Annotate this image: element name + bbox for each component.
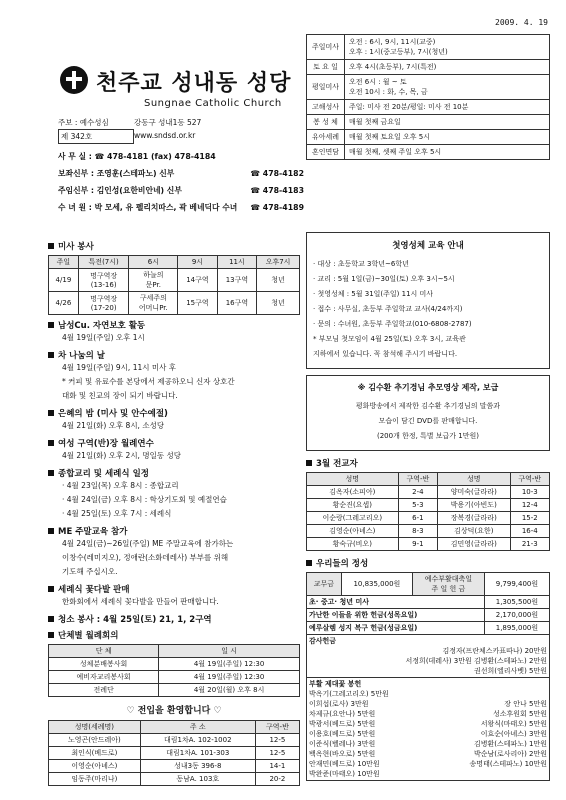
issue-number: 제 342호 xyxy=(58,129,134,144)
info-value: 오전 6시 : 월 ~ 토 오전 10시 : 화, 수, 목, 금 xyxy=(345,75,550,100)
address: 강동구 성내1동 527 xyxy=(134,118,202,127)
evangel-row xyxy=(307,486,550,499)
evangel-header: 성명 xyxy=(438,473,510,486)
mass-cell: 16구역 xyxy=(217,292,256,315)
evangel-row xyxy=(307,538,550,551)
section-heading xyxy=(48,583,300,595)
offering-key: 교무금 xyxy=(307,573,342,596)
offering-value: 9,799,400원 xyxy=(484,573,549,596)
evangel-row xyxy=(307,512,550,525)
evangel-cell: 5-3 xyxy=(398,499,437,512)
bullet-square-icon xyxy=(48,440,54,446)
memorial-line: (200개 한정, 특별 보급가 1만원) xyxy=(376,432,480,440)
welcome-cell: 노영곤(안드레아) xyxy=(49,734,141,747)
section-line: * 커피 및 유료수를 본당에서 제공하오니 신자 상호간 xyxy=(62,377,235,386)
section-body xyxy=(48,537,300,579)
bullet-square-icon xyxy=(48,586,54,592)
easter-donor: 박광서(베드로) 5만원 xyxy=(309,720,376,728)
easter-donor: 이희섭(로사) 3만원 xyxy=(309,700,369,708)
easter-line xyxy=(309,709,547,719)
easter-cell xyxy=(307,678,550,781)
bullet-square-icon xyxy=(48,470,54,476)
communion-line: · 대상 : 초등학교 3학년~6학년 xyxy=(313,260,409,268)
communion-line: · 교리 : 5월 1일(금)~30일(토) 오후 3시~5시 xyxy=(313,275,455,283)
easter-line xyxy=(309,749,547,759)
welcome-cell: 이영순(아녜스) xyxy=(49,760,141,773)
section-line: 4월 21일(화) 오후 8시, 소성당 xyxy=(62,421,165,430)
offering-key: 초· 중고· 청년 미사 xyxy=(307,596,485,609)
meetings-row xyxy=(49,684,300,697)
section-title: 종합교리 및 세례식 일정 xyxy=(58,469,149,479)
info-key: 혼인면담 xyxy=(307,145,345,160)
info-row xyxy=(307,100,550,115)
communion-line: · 문의 : 수녀원, 초등부 주일학교(010-6808-2787) xyxy=(313,320,472,328)
easter-label: 부활 제대꽃 봉헌 xyxy=(309,680,362,688)
mass-header: 오후7시 xyxy=(257,256,300,269)
mass-row xyxy=(49,292,300,315)
thanks-line: 서정희(데레사) 3만원 김병환(스테파노) 2만원 xyxy=(405,657,547,665)
offering-row xyxy=(307,596,550,609)
evangel-header: 구역-반 xyxy=(510,473,549,486)
evangel-cell: 21-3 xyxy=(510,538,549,551)
info-value: 매월 첫째 토요일 오후 5시 xyxy=(345,130,550,145)
evangel-row xyxy=(307,499,550,512)
meetings-cell: 4월 19일(주일) 12:30 xyxy=(159,658,300,671)
evangel-cell: 장복경(글라라) xyxy=(438,512,510,525)
easter-donor: 차제규(요안나) 5만원 xyxy=(309,710,376,718)
section-line: 4월 24일(금)~26일(주일) ME 주말교육에 참가하는 xyxy=(62,539,234,548)
info-key: 주일미사 xyxy=(307,35,345,60)
mass-header: 6시 xyxy=(129,256,178,269)
easter-donor: 이용호(베드로) 5만원 xyxy=(309,730,376,738)
welcome-cell: 대림1차A. 101-303 xyxy=(140,747,255,760)
evangel-header: 성명 xyxy=(307,473,399,486)
evangel-cell: 김옥자(소피아) xyxy=(307,486,399,499)
contact-row: 주임신부 : 김인성(요한비안네) 신부 ☎ 478-4183 xyxy=(58,186,304,195)
section-heading: 우리들의 정성 xyxy=(306,557,550,569)
section-line: 4월 19일(주일) 9시, 11시 미사 후 xyxy=(62,363,176,372)
easter-donor: 박순남(로사리아) 2만원 xyxy=(474,750,547,758)
section-body xyxy=(48,449,300,463)
welcome-header: 구역-반 xyxy=(255,721,299,734)
section-heading xyxy=(48,629,300,641)
info-row xyxy=(307,115,550,130)
mass-cell: 15구역 xyxy=(178,292,217,315)
left-column xyxy=(48,236,300,786)
section-heading: 미사 봉사 xyxy=(48,240,300,252)
offering-key: 가난한 이들을 위한 헌금(성목요일) xyxy=(307,609,485,622)
meetings-header-row xyxy=(49,645,300,658)
section-title: 남성Cu. 자연보호 활동 xyxy=(58,321,146,331)
meetings-table xyxy=(48,644,300,697)
evangel-cell: 김민영(글라라) xyxy=(438,538,510,551)
evangel-cell: 9-1 xyxy=(398,538,437,551)
bullet-square-icon xyxy=(48,410,54,416)
info-row xyxy=(307,130,550,145)
bullet-square-icon xyxy=(48,632,54,638)
mass-header: 11시 xyxy=(217,256,256,269)
easter-line xyxy=(309,729,547,739)
easter-donor: 안재민(베드로) 10만원 xyxy=(309,760,380,768)
welcome-row xyxy=(49,760,300,773)
section-heading xyxy=(48,349,300,361)
offering-key: 예수부활대축일 주 일 헌 금 xyxy=(412,573,484,596)
meetings-cell: 4월 19일(주일) 12:30 xyxy=(159,671,300,684)
communion-title: 첫영성체 교육 안내 xyxy=(392,241,464,251)
info-row xyxy=(307,75,550,100)
info-row xyxy=(307,35,550,60)
thanks-line: 김정자(프란체스카표따나) 20만원 xyxy=(442,647,547,655)
section-line: 한화회에서 세례식 꽃다발을 만들어 판매합니다. xyxy=(62,597,219,606)
easter-line xyxy=(309,689,547,699)
offering-row xyxy=(307,609,550,622)
communion-line: · 접수 : 사무실, 초등부 주일학교 교사(4/24까지) xyxy=(313,305,463,313)
evangel-cell: 이순랑(그레고리오) xyxy=(307,512,399,525)
easter-donor: 이준식(벨레나) 3만원 xyxy=(309,740,376,748)
cross-logo-icon xyxy=(60,66,88,94)
easter-donor: 장 안나 5만원 xyxy=(504,700,547,708)
welcome-cell: 12-5 xyxy=(255,734,299,747)
welcome-row xyxy=(49,734,300,747)
section-title: 세례식 꽃다발 판매 xyxy=(58,585,130,595)
welcome-title: ♡ 전입을 환영합니다 ♡ xyxy=(126,706,222,716)
easter-donor: 송명태(스테파노) 10만원 xyxy=(469,760,547,768)
mass-cell: 14구역 xyxy=(178,269,217,292)
section-heading xyxy=(48,467,300,479)
section-line: 4월 19일(주일) 오후 1시 xyxy=(62,333,145,342)
patron-label: 주보 : 예수성심 xyxy=(58,118,109,127)
info-value: 오후 4시(초등부), 7시(특전) xyxy=(345,60,550,75)
section-title: ME 주말교육 참가 xyxy=(58,527,128,537)
mass-header-row xyxy=(49,256,300,269)
offering-value: 1,895,000원 xyxy=(484,622,549,635)
mass-header: 특전(7시) xyxy=(78,256,129,269)
section-line: 기도해 주십시오. xyxy=(62,567,118,576)
welcome-cell: 20-2 xyxy=(255,773,299,786)
section-heading xyxy=(48,437,300,449)
mass-cell: 명구역장 (13-16) xyxy=(78,269,129,292)
section-line: · 4월 25일(토) 오후 7시 : 세례식 xyxy=(62,509,172,518)
section-heading xyxy=(48,613,300,625)
info-row xyxy=(307,145,550,160)
easter-line xyxy=(309,769,547,779)
evangel-cell: 8-3 xyxy=(398,525,437,538)
mass-cell: 4/26 xyxy=(49,292,79,315)
easter-line xyxy=(309,759,547,769)
contacts xyxy=(58,148,304,216)
section-title: 은혜의 밤 (미사 및 안수예절) xyxy=(58,409,168,419)
communion-line: · 첫영성체 : 5월 31일(주일) 11시 미사 xyxy=(313,290,434,298)
evangel-header-row xyxy=(307,473,550,486)
welcome-cell: 임동주(마리나) xyxy=(49,773,141,786)
meetings-cell: 4월 20일(월) 오후 8시 xyxy=(159,684,300,697)
mass-table xyxy=(48,255,300,315)
easter-donor: 성소후원회 5만원 xyxy=(492,710,547,718)
info-value: 오전 : 6시, 9시, 11시(교중) 오후 : 1시(중고등부), 7시(청년) xyxy=(345,35,550,60)
mass-header: 9시 xyxy=(178,256,217,269)
offering-row xyxy=(307,635,550,678)
offering-row xyxy=(307,622,550,635)
info-value: 매월 첫째 금요일 xyxy=(345,115,550,130)
evangel-table xyxy=(306,472,550,551)
evangel-cell: 15-2 xyxy=(510,512,549,525)
section-title: 단체별 월례회의 xyxy=(58,631,119,641)
meetings-row xyxy=(49,671,300,684)
offering-value: 10,835,000원 xyxy=(341,573,412,596)
bullet-square-icon xyxy=(48,528,54,534)
notice-sections xyxy=(48,319,300,641)
welcome-row xyxy=(49,773,300,786)
welcome-header: 성명(세례명) xyxy=(49,721,141,734)
thanks-cell xyxy=(307,635,550,678)
evangel-cell: 김상덕(요한) xyxy=(438,525,510,538)
evangel-cell: 6-1 xyxy=(398,512,437,525)
evangel-cell: 12-4 xyxy=(510,499,549,512)
contact-row: 사 무 실 : ☎ 478-4181 (fax) 478-4184 xyxy=(58,152,216,161)
header-meta xyxy=(58,116,298,144)
section-title: 여성 구역(반)장 월례연수 xyxy=(58,439,154,449)
evangel-cell: 박용기(아빈도) xyxy=(438,499,510,512)
mass-row xyxy=(49,269,300,292)
section-body xyxy=(48,479,300,521)
info-value: 주일: 미사 전 20분/평일: 미사 전 10분 xyxy=(345,100,550,115)
meetings-row xyxy=(49,658,300,671)
evangel-cell: 양미숙(글라라) xyxy=(438,486,510,499)
thanks-line: 권선희(엘리사벳) 5만원 xyxy=(474,667,547,675)
evangel-cell: 2-4 xyxy=(398,486,437,499)
evangel-cell: 16-4 xyxy=(510,525,549,538)
evangel-cell: 황숙규(비오) xyxy=(307,538,399,551)
info-key: 토 요 일 xyxy=(307,60,345,75)
welcome-cell: 최인식(베드로) xyxy=(49,747,141,760)
section-line: · 4월 23일(목) 오후 8시 : 종합교리 xyxy=(62,481,179,490)
easter-line xyxy=(309,699,547,709)
info-value: 매월 첫째, 셋째 주일 오후 5시 xyxy=(345,145,550,160)
welcome-cell: 동남A. 103호 xyxy=(140,773,255,786)
section-title: 차 나눔의 날 xyxy=(58,351,105,361)
section-line: · 4월 24일(금) 오후 8시 : 학상기도회 및 예절연습 xyxy=(62,495,227,504)
offering-key: 예루살렘 성지 복구 헌금(성금요일) xyxy=(307,622,485,635)
schedule-info-table xyxy=(306,34,550,160)
offering-row xyxy=(307,678,550,781)
evangel-row xyxy=(307,525,550,538)
memorial-line: 모습이 담긴 DVD를 판매합니다. xyxy=(378,417,478,425)
offerings-table xyxy=(306,572,550,781)
meetings-cell: 성체분배봉사회 xyxy=(49,658,159,671)
welcome-row xyxy=(49,747,300,760)
section-line: 대화 및 친교의 장이 되기 바랍니다. xyxy=(62,391,178,400)
mass-cell: 청년 xyxy=(257,292,300,315)
communion-line: * 부모님 첫모임이 4월 25일(토) 오후 3시, 교육관 xyxy=(313,335,466,343)
section-title: 청소 봉사 : 4월 25일(토) 21, 1, 2구역 xyxy=(58,615,212,625)
offering-row xyxy=(307,573,550,596)
welcome-cell: 14-1 xyxy=(255,760,299,773)
easter-line xyxy=(309,719,547,729)
easter-donor: 김병환(스테파노) 1만원 xyxy=(474,740,547,748)
easter-donor: 백옥현(바오로) 5만원 xyxy=(309,750,376,758)
info-key: 봉 성 체 xyxy=(307,115,345,130)
meetings-cell: 예비자교리봉사회 xyxy=(49,671,159,684)
easter-donor: 박옥기(그레고리오) 5만원 xyxy=(309,690,389,698)
evangel-cell: 김영순(아녜스) xyxy=(307,525,399,538)
right-column xyxy=(306,232,550,781)
meetings-header: 일 시 xyxy=(159,645,300,658)
memorial-line: 평화방송에서 제작한 김수환 추기경님의 말씀과 xyxy=(355,402,501,410)
info-key: 유아세례 xyxy=(307,130,345,145)
section-body xyxy=(48,331,300,345)
meetings-header: 단 체 xyxy=(49,645,159,658)
bullet-square-icon xyxy=(48,352,54,358)
contact-row: 수 녀 원 : 박 모세, 유 펠리치따스, 곽 베네딕다 수녀 ☎ 478-4189 xyxy=(58,203,304,212)
evangel-cell: 황순진(요셉) xyxy=(307,499,399,512)
website-link[interactable]: www.sndsd.or.kr xyxy=(134,131,196,140)
easter-donor: 서왕식(마태오) 5만원 xyxy=(480,720,547,728)
welcome-cell: 대림1차A. 102-1002 xyxy=(140,734,255,747)
evangel-cell: 10-3 xyxy=(510,486,549,499)
welcome-header-row xyxy=(49,721,300,734)
evangel-header: 구역-반 xyxy=(398,473,437,486)
section-heading xyxy=(48,407,300,419)
welcome-cell: 12-5 xyxy=(255,747,299,760)
bullet-square-icon xyxy=(48,616,54,622)
bullet-square-icon xyxy=(48,322,54,328)
info-key: 평일미사 xyxy=(307,75,345,100)
easter-donor: 이효순(아녜스) 3만원 xyxy=(480,730,547,738)
info-row xyxy=(307,60,550,75)
offering-value: 1,305,500원 xyxy=(484,596,549,609)
mass-cell: 하늘의 문Pr. xyxy=(129,269,178,292)
thanks-label: 감사헌금 xyxy=(309,637,337,645)
section-body xyxy=(48,595,300,609)
mass-cell: 13구역 xyxy=(217,269,256,292)
header xyxy=(48,28,304,228)
section-heading xyxy=(48,525,300,537)
info-key: 고해성사 xyxy=(307,100,345,115)
mass-cell: 청년 xyxy=(257,269,300,292)
section-line: 이창수(레미지오), 정애란(소화데레사) 부부를 위해 xyxy=(62,553,229,562)
section-body xyxy=(48,361,300,403)
issue-date: 2009. 4. 19 xyxy=(495,18,548,27)
welcome-header: 주 소 xyxy=(140,721,255,734)
offering-value: 2,170,000원 xyxy=(484,609,549,622)
meetings-cell: 전례단 xyxy=(49,684,159,697)
easter-line xyxy=(309,739,547,749)
welcome-cell: 성내3동 396-8 xyxy=(140,760,255,773)
communion-line: 지하에서 있습니다. 꼭 참석해 주시기 바랍니다. xyxy=(313,350,458,358)
section-heading xyxy=(48,319,300,331)
section-heading: 3월 전교자 xyxy=(306,457,550,469)
church-title: 천주교 성내동 성당 xyxy=(96,70,292,96)
mass-cell: 4/19 xyxy=(49,269,79,292)
memorial-title: ※ 김수환 추기경님 추모영상 제작, 보급 xyxy=(357,383,499,392)
mass-cell: 구세주의 어머니Pr. xyxy=(129,292,178,315)
mass-cell: 명구역장 (17-20) xyxy=(78,292,129,315)
memorial-notice xyxy=(306,375,550,451)
easter-donor: 박완준(마태오) 10만원 xyxy=(309,770,380,778)
church-subtitle: Sungnae Catholic Church xyxy=(144,98,282,109)
mass-header: 주일 xyxy=(49,256,79,269)
contact-row: 보좌신부 : 조영훈(스테파노) 신부 ☎ 478-4182 xyxy=(58,169,304,178)
communion-notice xyxy=(306,232,550,369)
section-body xyxy=(48,419,300,433)
welcome-table xyxy=(48,720,300,786)
section-line: 4월 21일(화) 오후 2시, 명일동 성당 xyxy=(62,451,181,460)
